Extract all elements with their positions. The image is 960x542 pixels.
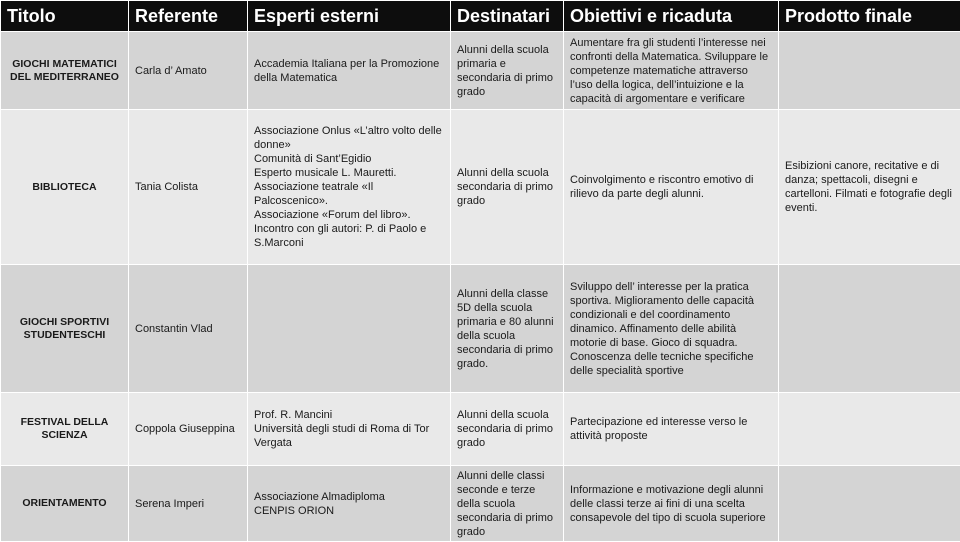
cell-esperti: Accademia Italiana per la Promozione della Matematica [248,32,451,110]
cell-destinatari: Alunni della scuola secondaria di primo grado [451,110,564,265]
table-row [1,110,960,265]
header-prodotto-finale: Prodotto finale [779,1,960,32]
cell-referente: Tania Colista [129,110,248,265]
cell-prodotto [779,32,960,110]
cell-titolo: FESTIVAL DELLA SCIENZA [1,393,129,466]
cell-esperti: Associazione Almadiploma CENPIS ORION [248,466,451,542]
cell-prodotto [779,466,960,542]
cell-titolo: BIBLIOTECA [1,110,129,265]
cell-titolo: GIOCHI MATEMATICI DEL MEDITERRANEO [1,32,129,110]
cell-destinatari: Alunni delle classi seconde e terze della scuola secondaria di primo grado [451,466,564,542]
cell-obiettivi: Sviluppo dell’ interesse per la pratica sportiva. Miglioramento delle capacità condizionali e del coordinamento dinamico. Affinamento delle abilità motorie di base. Gioco di squadra. Conoscenza delle tecniche specifiche delle specialità sportive [564,265,779,393]
header-titolo: Titolo [1,1,129,32]
cell-referente: Serena Imperi [129,466,248,542]
cell-prodotto: Esibizioni canore, recitative e di danza; spettacoli, disegni e cartelloni. Filmati e fotografie degli eventi. [779,110,960,265]
header-row [1,1,960,32]
cell-obiettivi: Coinvolgimento e riscontro emotivo di rilievo da parte degli alunni. [564,110,779,265]
header-esperti-esterni: Esperti esterni [248,1,451,32]
cell-obiettivi: Aumentare fra gli studenti l’interesse nei confronti della Matematica. Sviluppare le competenze matematiche attraverso l’uso della logica, dell’intuizione e la capacità di argomentare e verificare [564,32,779,110]
cell-prodotto [779,393,960,466]
cell-titolo: GIOCHI SPORTIVI STUDENTESCHI [1,265,129,393]
table-row [1,466,960,542]
cell-referente: Coppola Giuseppina [129,393,248,466]
header-referente: Referente [129,1,248,32]
cell-referente: Constantin Vlad [129,265,248,393]
cell-obiettivi: Informazione e motivazione degli alunni delle classi terze ai fini di una scelta consapevole del tipo di scuola superiore [564,466,779,542]
cell-esperti: Associazione Onlus «L’altro volto delle donne» Comunità di Sant’Egidio Esperto musicale L. Mauretti. Associazione teatrale «Il Palcoscenico». Associazione «Forum del libro». Incontro con gli autori: P. di Paolo e S.Marconi [248,110,451,265]
cell-destinatari: Alunni della scuola secondaria di primo grado [451,393,564,466]
header-obiettivi-ricaduta: Obiettivi e ricaduta [564,1,779,32]
cell-obiettivi: Partecipazione ed interesse verso le attività proposte [564,393,779,466]
cell-titolo: ORIENTAMENTO [1,466,129,542]
cell-esperti [248,265,451,393]
cell-destinatari: Alunni della classe 5D della scuola primaria e 80 alunni della scuola secondaria di primo grado. [451,265,564,393]
cell-destinatari: Alunni della scuola primaria e secondaria di primo grado [451,32,564,110]
cell-referente: Carla d’ Amato [129,32,248,110]
table-row [1,265,960,393]
cell-prodotto [779,265,960,393]
cell-esperti: Prof. R. Mancini Università degli studi di Roma di Tor Vergata [248,393,451,466]
table-row [1,393,960,466]
header-destinatari: Destinatari [451,1,564,32]
table-row [1,32,960,110]
